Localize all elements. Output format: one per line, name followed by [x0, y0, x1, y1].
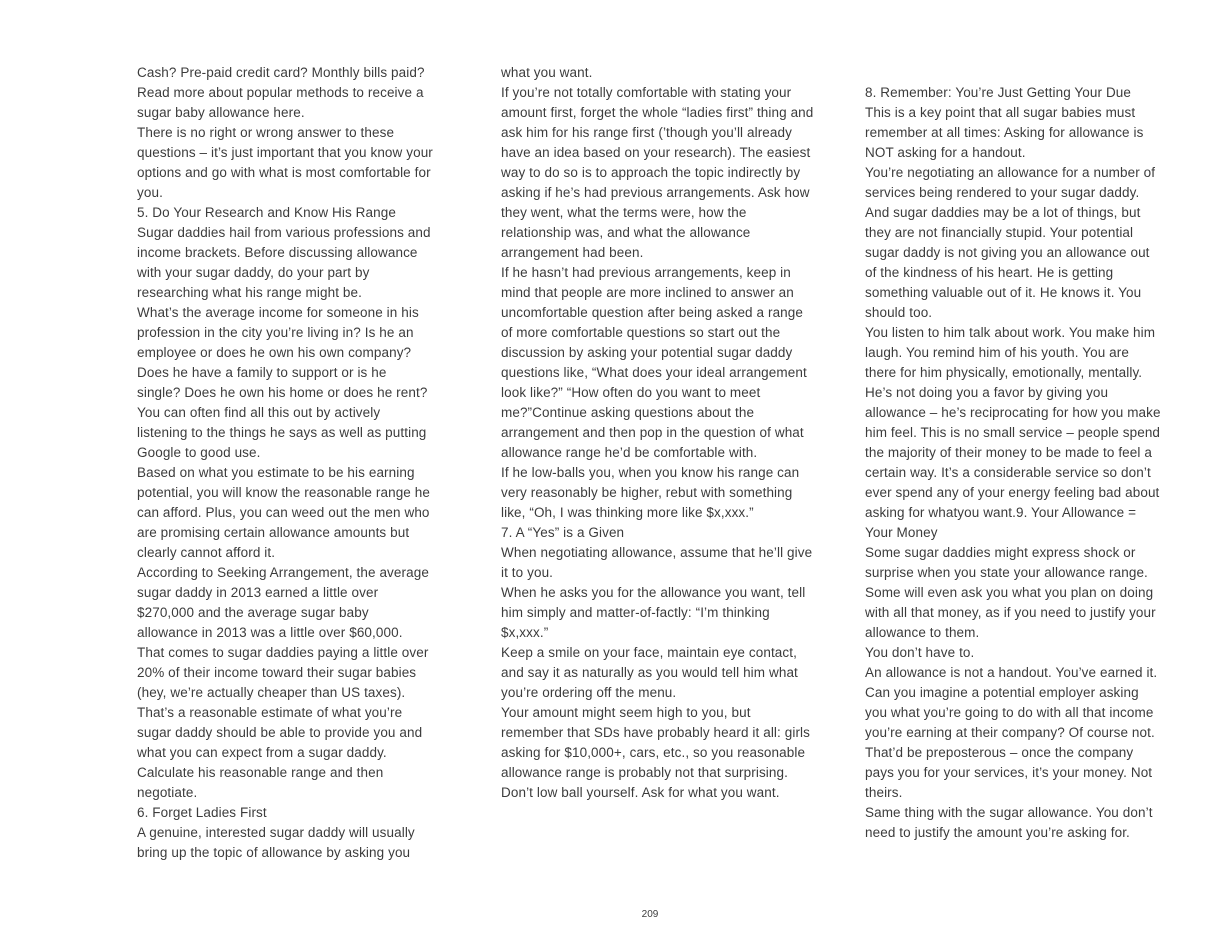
paragraph: what you want.: [501, 65, 593, 80]
paragraph: Keep a smile on your face, maintain eye contact, and say it as naturally as you would tell him what you’re ordering off the menu.: [501, 645, 798, 700]
text-column-left: [137, 63, 433, 863]
paragraph: Calculate his reasonable range and then negotiate.: [137, 765, 384, 800]
paragraph: There is no right or wrong answer to these questions – it’s just important that you know your options and go with what is most comfortable for you.: [137, 125, 433, 200]
paragraph: Same thing with the sugar allowance. You don’t need to justify the amount you’re asking for.: [865, 805, 1153, 840]
page-number: 209: [641, 909, 659, 920]
text-column-middle: [501, 63, 814, 803]
paragraph: Can you imagine a potential employer asking you what you’re going to do with all that income you’re earning at their company? Of course not. That’d be preposterous – once the company pays you for your services, it’s your money. Not theirs.: [865, 685, 1155, 800]
paragraph: This is a key point that all sugar babies must remember at all times: Asking for allowance is NOT asking for a handout.: [865, 105, 1144, 160]
paragraph: That comes to sugar daddies paying a little over 20% of their income toward their sugar babies (hey, we’re actually cheaper than US taxes). That’s a reasonable estimate of what you’re sugar daddy should be able to provide you and what you can expect from a sugar daddy.: [137, 645, 429, 760]
paragraph: 8. Remember: You’re Just Getting Your Due: [865, 85, 1132, 100]
paragraph: According to Seeking Arrangement, the average sugar daddy in 2013 earned a little over $270,000 and the average sugar baby allowance in 2013 was a little over $60,000.: [137, 565, 429, 640]
paragraph: You listen to him talk about work. You make him laugh. You remind him of his youth. You are there for him physically, emotionally, mentally. He’s not doing you a favor by giving you allowance – he’s reciprocating for how you make him feel. This is no small service – people spend the majority of their money to be made to feel a certain way. It’s a considerable service so don’t ever spend any of your energy feeling bad about asking for whatyou want.9. Your Allowance = Your Money: [865, 325, 1161, 540]
paragraph: When negotiating allowance, assume that he’ll give it to you.: [501, 545, 813, 580]
paragraph: What’s the average income for someone in his profession in the city you’re living in? Is he an employee or does he own his own company? Does he have a family to support or is he single? Does he own his home or does he rent? You can often find all this out by actively listening to the things he says as well as putting Google to good use.: [137, 305, 428, 460]
paragraph: 6. Forget Ladies First: [137, 805, 267, 820]
paragraph: You’re negotiating an allowance for a number of services being rendered to your sugar daddy.: [865, 165, 1156, 200]
paragraph: 7. A “Yes” is a Given: [501, 525, 625, 540]
paragraph: 5. Do Your Research and Know His Range: [137, 205, 396, 220]
paragraph: Sugar daddies hail from various professions and income brackets. Before discussing allowance with your sugar daddy, do your part by researching what his range might be.: [137, 225, 431, 300]
paragraph: And sugar daddies may be a lot of things, but they are not financially stupid. Your potential sugar daddy is not giving you an allowance out of the kindness of his heart. He is getting something valuable out of it. He knows it. You should too.: [865, 205, 1150, 320]
paragraph: Some sugar daddies might express shock or surprise when you state your allowance range. Some will even ask you what you plan on doing with all that money, as if you need to justify your allowance to them.: [865, 545, 1156, 640]
paragraph: If he hasn’t had previous arrangements, keep in mind that people are more inclined to answer an uncomfortable question after being asked a range of more comfortable questions so start out the discussion by asking your potential sugar daddy questions like, “What does your ideal arrangement look like?” “How often do you want to meet me?”Continue asking questions about the arrangement and then pop in the question of what allowance range he’d be comfortable with.: [501, 265, 807, 460]
paragraph: You don’t have to.: [865, 645, 975, 660]
paragraph: Your amount might seem high to you, but remember that SDs have probably heard it all: girls asking for $10,000+, cars, etc., so you reasonable allowance range is probably not that surprising.: [501, 705, 810, 780]
paragraph: Based on what you estimate to be his earning potential, you will know the reasonable range he can afford. Plus, you can weed out the men who are promising certain allowance amounts but clearly cannot afford it.: [137, 465, 430, 560]
paragraph: Don’t low ball yourself. Ask for what you want.: [501, 785, 780, 800]
paragraph: Cash? Pre-paid credit card? Monthly bills paid? Read more about popular methods to receive a sugar baby allowance here.: [137, 65, 425, 120]
paragraph: When he asks you for the allowance you want, tell him simply and matter-of-factly: “I’m thinking $x,xxx.”: [501, 585, 806, 640]
paragraph: If you’re not totally comfortable with stating your amount first, forget the whole “ladies first” thing and ask him for his range first (’though you’ll already have an idea based on your research). The easiest way to do so is to approach the topic indirectly by asking if he’s had previous arrangements. Ask how they went, what the terms were, how the relationship was, and what the allowance arrangement had been.: [501, 85, 814, 260]
paragraph: If he low-balls you, when you know his range can very reasonably be higher, rebut with something like, “Oh, I was thinking more like $x,xxx.”: [501, 465, 800, 520]
paragraph: A genuine, interested sugar daddy will usually bring up the topic of allowance by asking you: [137, 825, 415, 860]
text-column-right: [865, 63, 1162, 843]
paragraph: An allowance is not a handout. You’ve earned it.: [865, 665, 1158, 680]
